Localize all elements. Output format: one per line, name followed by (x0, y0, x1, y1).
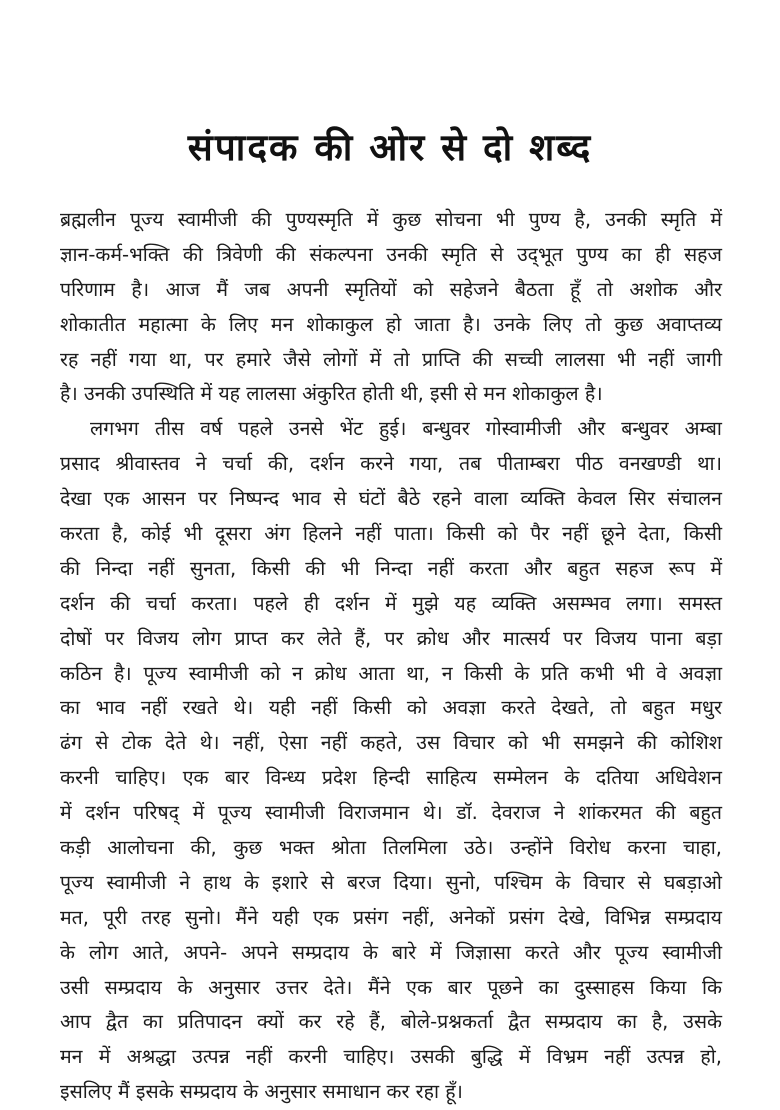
text-line: कड़ी आलोचना की, कुछ भक्त श्रोता तिलमिला उठे। उन्होंने विरोध करना चाहा, (60, 836, 722, 860)
text-line: लगभग तीस वर्ष पहले उनसे भेंट हुई। बन्धुवर गोस्वामीजी और बन्धुवर अम्बा (90, 417, 722, 441)
text-line: ब्रह्मलीन पूज्य स्वामीजी की पुण्यस्मृति में कुछ सोचना भी पुण्य है, उनकी स्मृति में (60, 208, 722, 231)
text-line: पूज्य स्वामीजी ने हाथ के इशारे से बरज दिया। सुनो, पश्चिम के विचार से घबड़ाओ (60, 870, 722, 894)
text-line: ढंग से टोक देते थे। नहीं, ऐसा नहीं कहते, उस विचार को भी समझने की कोशिश (60, 731, 722, 755)
text-line: करता है, कोई भी दूसरा अंग हिलने नहीं पाता। किसी को पैर नहीं छूने देता, किसी (60, 522, 722, 546)
text-line: मत, पूरी तरह सुनो। मैंने यही एक प्रसंग नहीं, अनेकों प्रसंग देखे, विभिन्न सम्प्रदाय (60, 905, 722, 929)
text-line: इसलिए मैं इसके सम्प्रदाय के अनुसार समाधान कर रहा हूँ। (60, 1080, 463, 1104)
text-line: दोषों पर विजय लोग प्राप्त कर लेते हैं, पर क्रोध और मात्सर्य पर विजय पाना बड़ा (60, 626, 722, 650)
body-text (60, 203, 722, 1110)
text-line: ज्ञान-कर्म-भक्ति की त्रिवेणी की संकल्पना उनकी स्मृति से उद्‌भूत पुण्य का ही सहज (60, 242, 722, 266)
text-line: की निन्दा नहीं सुनता, किसी की भी निन्दा नहीं करता और बहुत सहज रूप में (60, 556, 722, 580)
text-line: में दर्शन परिषद् में पूज्य स्वामीजी विराजमान थे। डॉ. देवराज ने शांकरमत की बहुत (60, 801, 722, 825)
text-line: करनी चाहिए। एक बार विन्ध्य प्रदेश हिन्दी साहित्य सम्मेलन के दतिया अधिवेशन (60, 766, 722, 790)
text-line: का भाव नहीं रखते थे। यही नहीं किसी को अवज्ञा करते देखते, तो बहुत मधुर (60, 696, 722, 720)
text-line: देखा एक आसन पर निष्पन्द भाव से घंटों बैठे रहने वाला व्यक्ति केवल सिर संचालन (60, 487, 722, 511)
text-line: मन में अश्रद्धा उत्पन्न नहीं करनी चाहिए। उसकी बुद्धि में विभ्रम नहीं उत्पन्न हो, (60, 1045, 722, 1069)
text-line: प्रसाद श्रीवास्तव ने चर्चा की, दर्शन करने गया, तब पीताम्बरा पीठ वनखण्डी था। (60, 452, 722, 476)
text-line: परिणाम है। आज मैं जब अपनी स्मृतियों को सहेजने बैठता हूँ तो अशोक और (60, 277, 722, 301)
page-title: संपादक की ओर से दो शब्द (187, 126, 593, 169)
text-line: के लोग आते, अपने- अपने सम्प्रदाय के बारे में जिज्ञासा करते और पूज्य स्वामीजी (60, 940, 722, 964)
text-line: दर्शन की चर्चा करता। पहले ही दर्शन में मुझे यह व्यक्ति असम्भव लगा। समस्त (60, 591, 722, 615)
text-line: कठिन है। पूज्य स्वामीजी को न क्रोध आता था, न किसी के प्रति कभी भी वे अवज्ञा (60, 661, 722, 685)
text-line: है। उनकी उपस्थिति में यह लालसा अंकुरित होती थी, इसी से मन शोकाकुल है। (60, 382, 603, 406)
text-line: शोकातीत महात्मा के लिए मन शोकाकुल हो जाता है। उनके लिए तो कुछ अवाप्तव्य (60, 312, 722, 336)
text-line: आप द्वैत का प्रतिपादन क्यों कर रहे हैं, बोले-प्रश्नकर्ता द्वैत सम्प्रदाय का है, उसके (60, 1010, 722, 1034)
text-line: रह नहीं गया था, पर हमारे जैसे लोगों में तो प्राप्ति की सच्ची लालसा भी नहीं जागी (60, 347, 722, 371)
text-line: उसी सम्प्रदाय के अनुसार उत्तर देते। मैंने एक बार पूछने का दुस्साहस किया कि (60, 975, 722, 999)
